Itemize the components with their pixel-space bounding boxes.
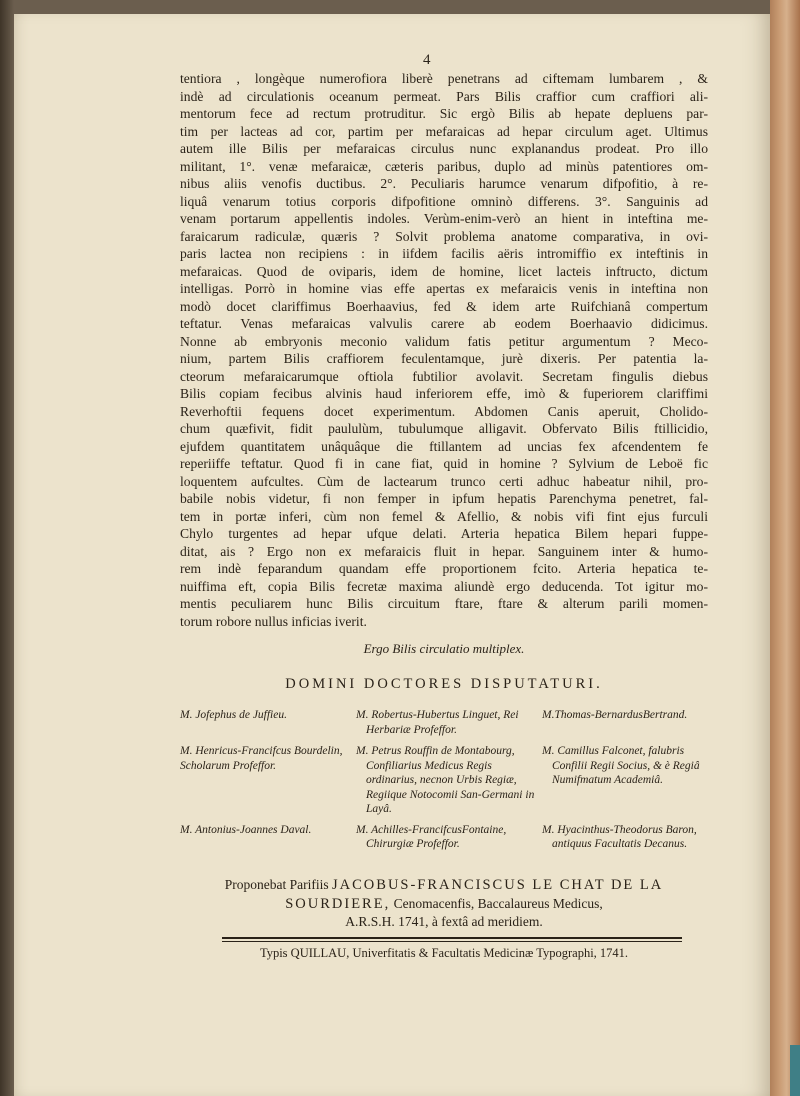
body-line: Chylo turgentes ad hepar ufque delati. Arteria hepatica Bilem hepari fuppe- (180, 526, 708, 541)
book-gutter (0, 0, 14, 1096)
body-line: cteorum mefaraicarumque oftiola fubtilior avolavit. Secretam fingulis diebus (180, 368, 708, 384)
body-line: faraicarum radiculæ, quæris ? Solvit problema anatome comparativa, in ovi- (180, 228, 708, 244)
body-line: rem indè feparandum quandam effe proportionem fcito. Arteria hepatica te- (180, 561, 708, 576)
edge-color-tab (790, 1045, 800, 1096)
page-number: 4 (423, 52, 431, 68)
doctor-entry: M. Achilles-FrancifcusFontaine, Chirurgiæ Profeffor. (356, 823, 507, 850)
doctor-entry: M. Petrus Rouffin de Montabourg, Confiliarius Medicus Regis ordinarius, necnon Urbis Regiæ, Regiique Notocomii San-Germani in Layâ. (356, 745, 535, 815)
body-line: teftatur. Venas mefaraicas valvulis carere ab eodem Boerhaavio didicimus. (180, 316, 708, 331)
body-line: Nonne ab embryonis meconio validum fatis petitur argumentum ? Meco- (180, 333, 708, 349)
doctor-entry: M.Thomas-BernardusBertrand. (542, 709, 688, 721)
body-line: Bilis copiam fecibus alvinis haud inferiorem effe, imò & fuperiorem clariffimi (180, 386, 708, 401)
body-line: tentiora , longèque numerofiora liberè penetrans ad ciftemam lumbarem , & (180, 71, 708, 86)
doctor-entry: M. Robertus-Hubertus Linguet, Rei Herbariæ Profeffor. (356, 709, 519, 736)
doctor-entry: M. Hyacinthus-Theodorus Baron, antiquus Facultatis Decanus. (542, 823, 697, 850)
doctor-entry: M. Camillus Falconet, falubris Confilii Regii Socius, & è Regiâ Numifmatum Academiâ. (542, 745, 700, 786)
doctor-entry: M. Jofephus de Juffieu. (180, 709, 287, 721)
printer-line: Typis QUILLAU, Univerfitatis & Facultatis Medicinæ Typographi, 1741. (259, 946, 629, 960)
body-line: liquâ venarum totius corporis difpofitione omninò differens. 3°. Sanguinis ad (180, 193, 708, 209)
body-line: modò docet clariffimus Boerhaavius, fed & idem arte Ruifchianâ compertum (180, 298, 708, 314)
body-line: babile nobis videtur, fi non femper in ipfum hepatis Parenchyma penetret, fal- (180, 491, 708, 506)
body-line: nuiffima eft, copia Bilis fecretæ maxima aliundè ergo deducenda. Tot igitur mo- (180, 578, 708, 594)
conclusion: Ergo Bilis circulatio multiplex. (363, 641, 525, 656)
body-line: ejufdem quantitatem unâquâque die ftillantem ad uncias fex afcendentem fe (180, 438, 708, 454)
candidate-title: Cenomacenfis, Baccalaureus Medicus, (390, 895, 603, 911)
body-line: mefaraicas. Quod de oviparis, idem de homine, licet lacteis inftructo, dictum (180, 263, 708, 279)
doctors-heading: DOMINI DOCTORES DISPUTATURI. (285, 676, 603, 692)
divider-rule-thin (222, 941, 682, 942)
imprint (180, 876, 708, 931)
body-line: ditat, ais ? Ergo non ex mefaraicis fluit in hepar. Sanguinem inter & humo- (180, 543, 708, 559)
doctors-list (180, 708, 710, 852)
doctor-entry: M. Antonius-Joannes Daval. (180, 823, 312, 836)
divider-rule (222, 937, 682, 939)
body-line: tim per lacteas ad cor, partim per mefaraicas ad hepar circulum aget. Ultimus (180, 123, 708, 139)
imprint-date: A.R.S.H. 1741, à fextâ ad meridiem. (345, 914, 543, 929)
candidate-name: JACOBUS-FRANCISCUS LE CHAT DE LA (332, 877, 664, 893)
body-line: reperiiffe teftatur. Quod fi in cane fiat, quid in homine ? Sylvium de Leboë fic (180, 456, 708, 471)
body-line: paris lactea non recipiens : in iifdem facilis aëris intromiffio ex inteftinis in (180, 246, 708, 261)
body-line: mentorum fece ad rectum protruditur. Sic ergò Bilis ab hepate depluens par- (180, 106, 708, 121)
body-text (180, 70, 708, 630)
body-line: indè ad circulationis oceanum permeat. Pars Bilis craffior cum craffiori ali- (180, 88, 708, 104)
imprint-prefix: Proponebat Parifiis (224, 877, 333, 892)
candidate-surname: SOURDIERE, (285, 895, 391, 912)
body-line: chum quæfivit, fidit paululùm, tubulumque alligavit. Obfervato Bilis ftillicidio, (180, 421, 708, 436)
body-line: loquentem aufcultes. Cùm de lactearum trunco certi adhuc habeatur nihil, pro- (180, 473, 708, 489)
body-line: mentis peculiarem hunc Bilis circuitum ftare, ftare & alterum parili momen- (180, 596, 708, 611)
body-line: nibus aliis venofis ductibus. 2°. Peculiaris harumce venarum difpofitio, à re- (180, 176, 708, 191)
book-fore-edge (770, 0, 800, 1096)
body-line: Reverhoftii fequens docet experimentum. Abdomen Canis aperuit, Cholido- (180, 403, 708, 419)
body-line: autem ille Bilis per mefaraicas circulus nunc explanandus prodeat. Pro illo (180, 141, 708, 156)
body-line: torum robore nullus inficias iverit. (180, 613, 367, 629)
body-line: tem in portæ inferi, cùm non femel & Afellio, & nobis vifi fint ejus furculi (180, 508, 708, 524)
doctor-entry: M. Henricus-Francifcus Bourdelin, Scholarum Profeffor. (180, 745, 343, 772)
body-line: intelligas. Porrò in homine vias effe apertas ex mefaraicis venis in inteftina non (180, 281, 708, 296)
body-line: militant, 1°. venæ mefaraicæ, cæteris paribus, duplo ad minùs patentiores om- (180, 158, 708, 174)
body-line: venam portarum appellentis indoles. Verùm-enim-verò an hient in inteftina me- (180, 211, 708, 226)
body-line: nium, partem Bilis craffiorem feculentamque, jurè dixeris. Per patentia la- (180, 351, 708, 366)
